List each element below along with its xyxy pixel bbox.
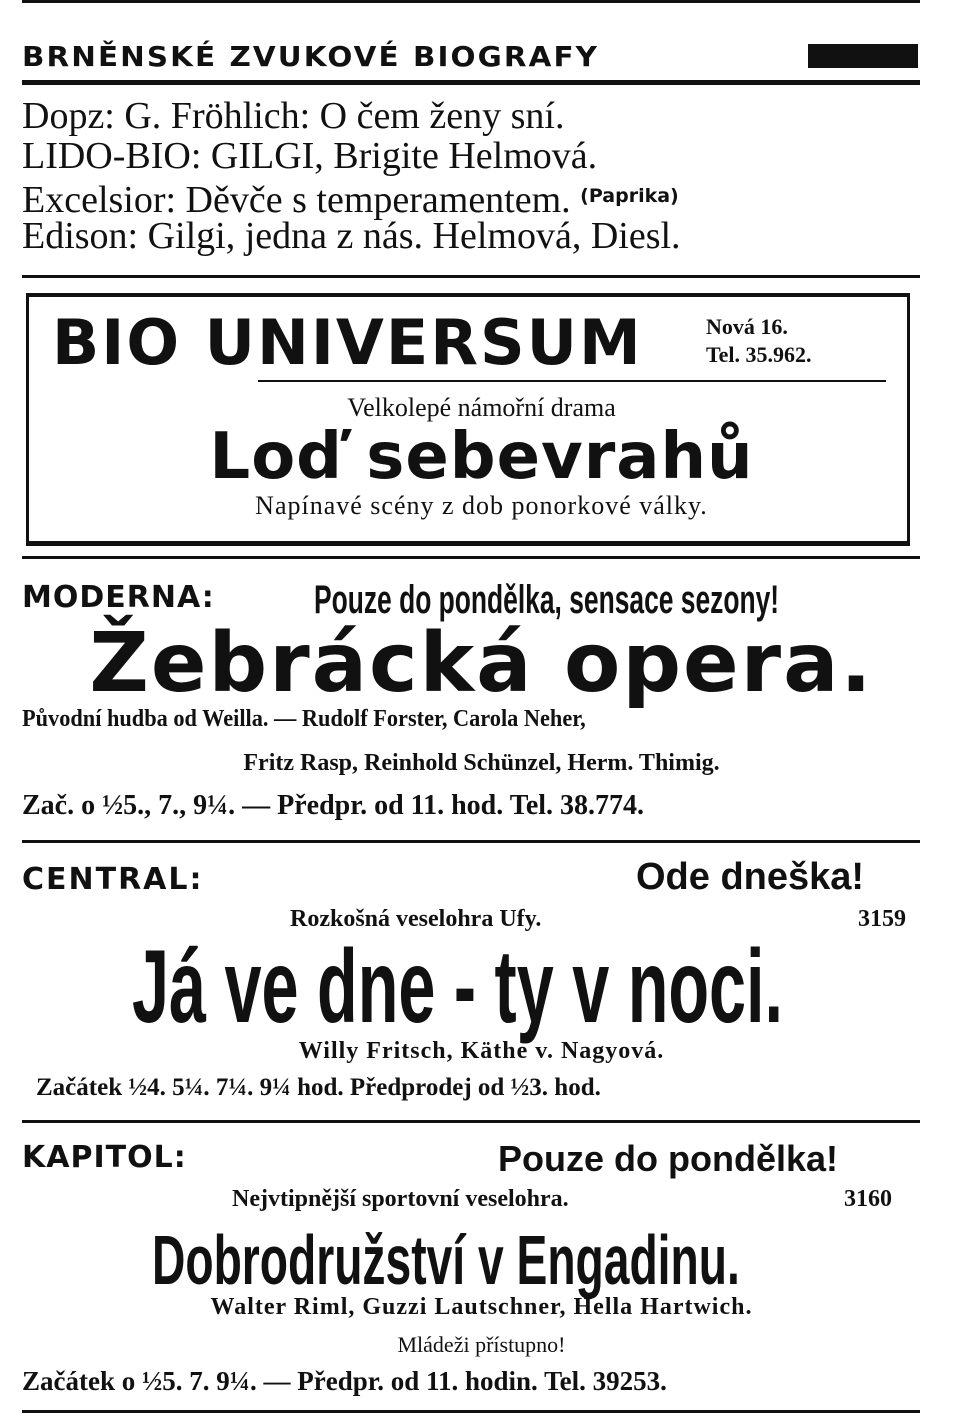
universum-subtitle: Velkolepé námořní drama [347,393,616,422]
central-cast: Willy Fritsch, Käthe v. Nagyová. [298,1038,665,1064]
moderna-cast-1: Původní hudba od Weilla. — Rudolf Forster, Carola Neher, [22,706,586,732]
kapitol-name: KAPITOL: [22,1140,187,1175]
central-genre: Rozkošná veselohra Ufy. [290,906,542,932]
universum-address: Nová 16. [706,314,788,339]
listing-line-3 [22,176,679,220]
central-times: Začátek ½4. 5¼. 7¼. 9¼ hod. Předprodej od ½3. hod. [36,1074,601,1101]
moderna-film: Žebrácká opera. [89,616,874,711]
excelsior-line: Excelsior: Děvče s temperamentem. [22,179,571,221]
central-film: Já ve dne - ty v noci. [132,929,784,1045]
section-rule-3 [22,840,920,843]
central-name: CENTRAL: [22,862,204,897]
header-title: BRNĚNSKÉ ZVUKOVÉ BIOGRAFY [22,40,600,73]
kapitol-film: Dobrodružství v Engadinu. [152,1221,740,1299]
moderna-promo: Pouze do pondělka, sensace sezony! [314,578,780,622]
moderna-times: Zač. o ½5., 7., 9¼. — Předpr. od 11. hod. Tel. 38.774. [22,790,645,821]
kapitol-genre: Nejvtipnější sportovní veselohra. [232,1186,569,1212]
universum-film: Loď sebevrahů [209,420,754,494]
central-promo: Ode dneška! [636,856,865,898]
kapitol-promo: Pouze do pondělka! [498,1138,839,1179]
central-number: 3159 [858,906,906,932]
header-rule [22,80,920,85]
listing-line-1: Dopz: G. Fröhlich: O čem ženy sní. [22,95,565,137]
moderna-cast-2: Fritz Rasp, Reinhold Schünzel, Herm. Thimig. [243,750,720,776]
kapitol-cast: Walter Riml, Guzzi Lautschner, Hella Hartwich. [210,1294,753,1320]
kapitol-number: 3160 [844,1186,892,1212]
kapitol-times: Začátek o ½5. 7. 9¼. — Předpr. od 11. hodin. Tel. 39253. [22,1366,667,1396]
universum-tagline: Napínavé scény z dob ponorkové války. [255,491,708,520]
universum-phone: Tel. 35.962. [706,342,812,367]
universum-name: BIO UNIVERSUM [52,306,643,379]
kapitol-note: Mládeži přístupno! [397,1332,566,1357]
section-rule-4 [22,1120,920,1123]
moderna-name: MODERNA: [22,580,215,615]
section-rule-1 [22,275,920,278]
section-rule-2 [22,556,920,559]
top-rule [22,0,920,3]
header-black-bar [808,44,918,68]
excelsior-note: (Paprika) [580,185,679,207]
bottom-rule [22,1410,920,1413]
listing-line-2: LIDO-BIO: GILGI, Brigite Helmová. [22,135,598,177]
listing-line-4: Edison: Gilgi, jedna z nás. Helmová, Diesl. [22,215,681,257]
universum-rule [258,380,886,382]
